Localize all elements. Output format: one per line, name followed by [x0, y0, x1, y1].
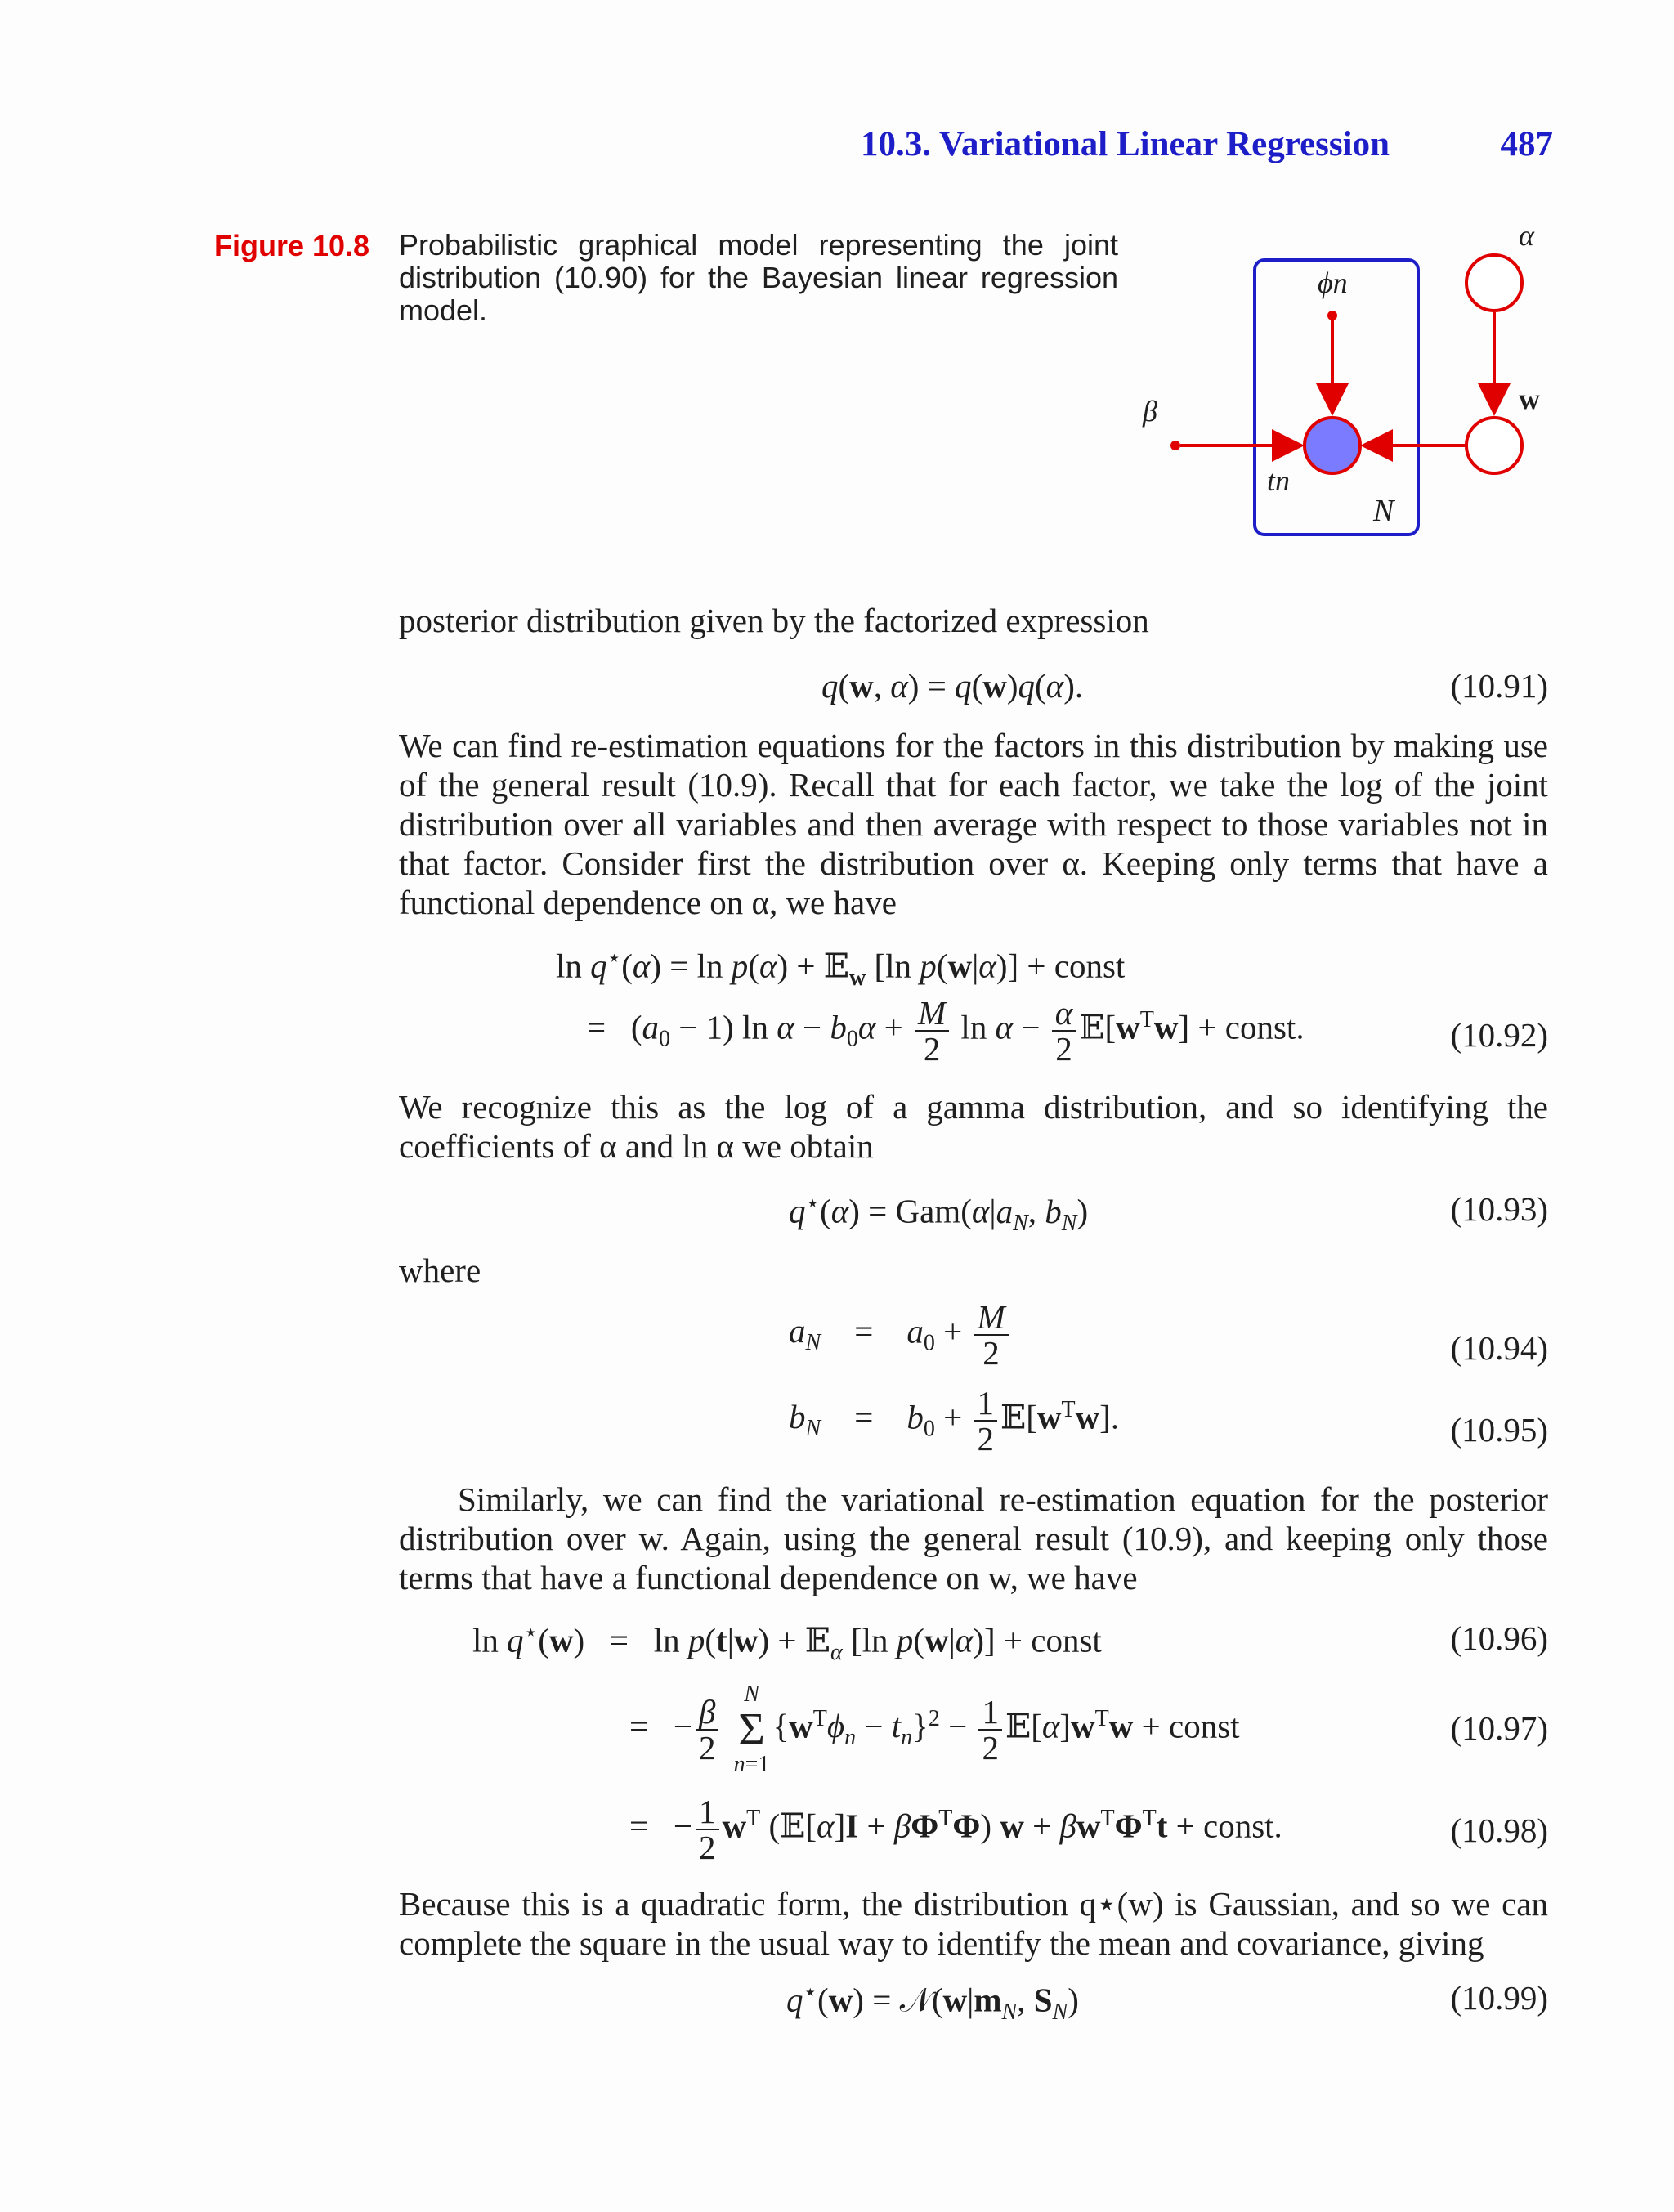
equation-number-10-94: (10.94) [1450, 1329, 1548, 1367]
equation-10-92-line-1: ln q⋆(α) = ln p(α) + 𝔼$_w$ [ln p(w|α)] + const [556, 946, 1126, 991]
equation-number-10-91: (10.91) [1450, 667, 1548, 705]
equation-10-94: $a_N$ = $a_0$ + $\frac{M}{2}$ [789, 1300, 1012, 1370]
t-label: tn [1267, 464, 1291, 497]
equation-10-95: $b_N$ = $b_0$ + $\frac{1}{2}$ $𝔼[w^Tw]$. [789, 1384, 1120, 1458]
equation-number-10-96: (10.96) [1450, 1619, 1548, 1657]
w-label: w [1519, 383, 1540, 415]
running-header-title: 10.3. Variational Linear Regression [860, 125, 1390, 163]
page-number: 487 [1500, 125, 1553, 163]
equation-number-10-98: (10.98) [1450, 1811, 1548, 1849]
alpha-node [1466, 255, 1522, 311]
where-label: where [399, 1252, 481, 1289]
paragraph-4: Similarly, we can find the variational re-estimation equation for the posterior distribution over w. Again, using the general result (10.9), and keeping only those terms that have a functional dependence on w, we have [399, 1480, 1548, 1596]
beta-node [1170, 441, 1180, 450]
figure-caption: Probabilistic graphical model representing the joint distribution (10.90) for the Bayesian linear regression model. [399, 228, 1118, 327]
phi-label: ϕn [1318, 266, 1348, 299]
paragraph-5: Because this is a quadratic form, the distribution q⋆(w) is Gaussian, and so we can complete the square in the usual way to identify the mean and covariance, giving [399, 1885, 1548, 1962]
figure-label: Figure 10.8 [214, 229, 370, 262]
beta-label: β [1143, 395, 1157, 428]
phi-node [1327, 311, 1337, 320]
equation-number-10-93: (10.93) [1450, 1190, 1548, 1228]
equation-10-93: $q^⋆(\alpha) = Gam(\alpha|a_N$, $b_N$) [789, 1191, 1089, 1236]
equation-number-10-92: (10.92) [1450, 1016, 1548, 1054]
t-node-observed [1305, 418, 1360, 473]
equation-10-92-line-2: = $(a_0 - 1)$ $\ln \alpha - b_0\alpha$ + $\frac{M}{2}$ ln α − $\frac{\alpha}{2}$ $𝔼[w^Tw]$ + const. [587, 994, 1305, 1068]
plate-label: N [1373, 494, 1394, 528]
equation-number-10-97: (10.97) [1450, 1709, 1548, 1747]
paragraph-2: We can find re-estimation equations for the factors in this distribution by making use of the general result (10.9). Recall that for each factor, we take the log of the joint distribution over all variables and then average with respect to those variables not in that factor. Consider first the distribution over α. Keeping only terms that have a functional dependence on α, we have [399, 727, 1548, 921]
alpha-label: α [1519, 221, 1534, 252]
equation-10-98: = − $\frac{1}{2}$ $w^T$ (𝔼[α]I + $\beta\Phi^T\Phi$) $w + \beta w^T\Phi^Tt$ + const. [629, 1793, 1282, 1866]
graphical-model-diagram [1128, 221, 1553, 548]
w-node [1466, 418, 1522, 473]
paragraph-3: We recognize this as the log of a gamma distribution, and so identifying the coefficients of α and ln α we obtain [399, 1088, 1548, 1165]
paragraph-1: posterior distribution given by the factorized expression [399, 602, 1149, 639]
equation-number-10-99: (10.99) [1450, 1979, 1548, 2017]
equation-10-99: $q^⋆(w) = 𝒩(w|m_N$, $S_N$) [786, 1980, 1079, 2025]
equation-10-96: ln q⋆(w) = ln p(t|w) + 𝔼$_\alpha$ [ln p(w|α)] + const [472, 1620, 1102, 1665]
equation-10-91: q(w, α) = q(w)q(α). [821, 667, 1084, 705]
equation-10-97: = − $\frac{\beta}{2}$ N Σ n=1 $\{w^T\phi_n - t_n\}^2$ − $\frac{1}{2}$ $𝔼[\alpha]w^Tw$ + const [629, 1681, 1240, 1777]
equation-number-10-95: (10.95) [1450, 1411, 1548, 1449]
